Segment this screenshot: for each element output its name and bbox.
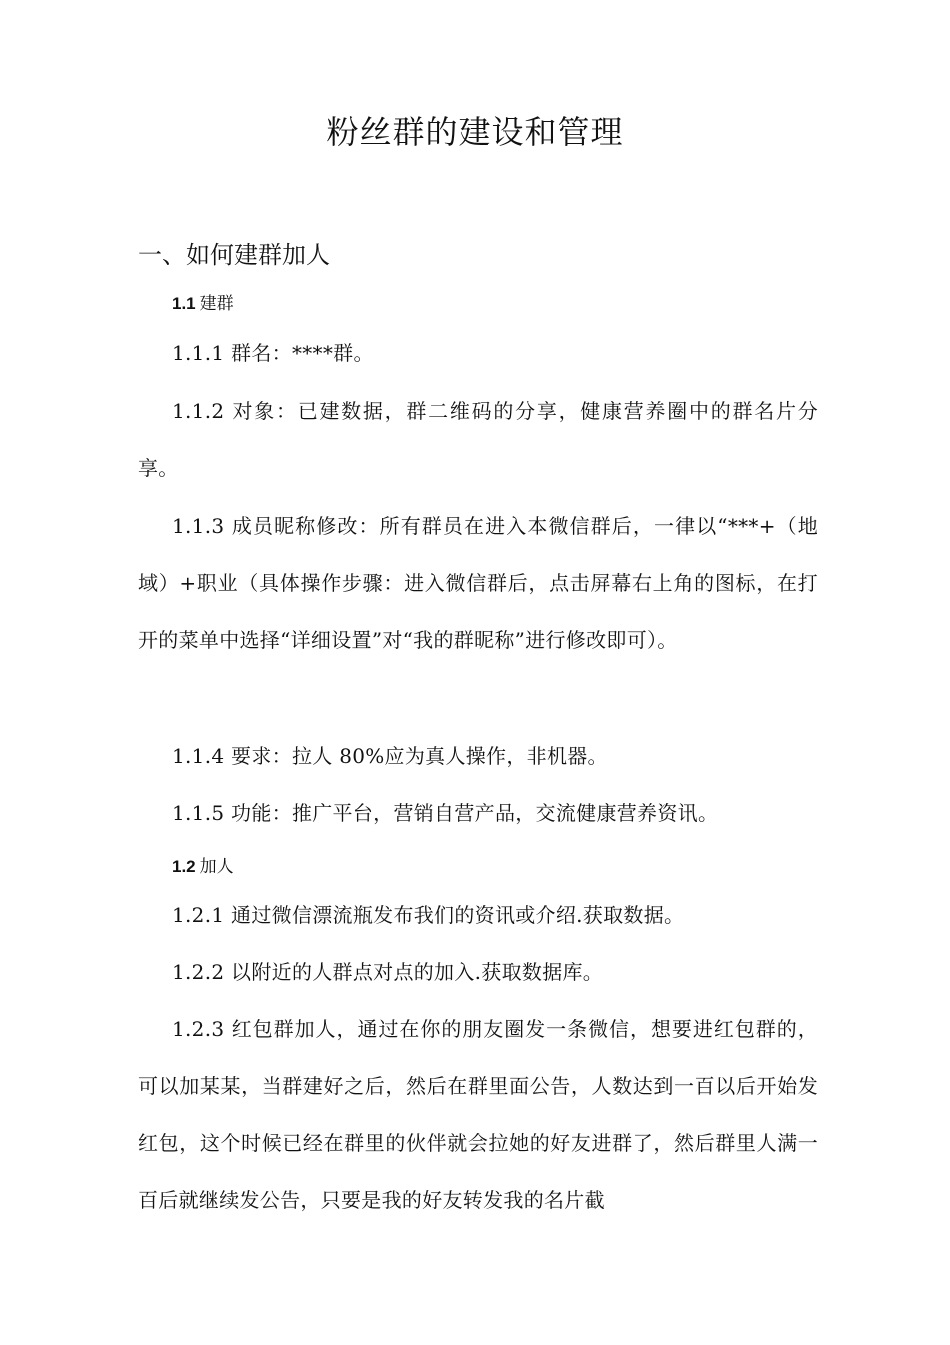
paragraph: 1.1.4 要求：拉人 80%应为真人操作，非机器。 (172, 744, 608, 768)
paragraph: 1.1.1 群名：****群。 (172, 341, 374, 365)
subsection-number: 1.1 (172, 294, 196, 313)
document-title: 粉丝群的建设和管理 (326, 113, 624, 151)
paragraph: 1.2.1 通过微信漂流瓶发布我们的资讯或介绍.获取数据。 (172, 903, 685, 927)
paragraph: 1.1.5 功能：推广平台，营销自营产品，交流健康营养资讯。 (172, 801, 719, 825)
subsection-label: 加人 (199, 857, 234, 877)
subsection-label: 建群 (199, 294, 234, 314)
paragraph: 1.1.3 成员昵称修改：所有群员在进入本微信群后，一律以“***+（地域）+职业（具体操作步骤：进入微信群后，点击屏幕右上角的图标，在打开的菜单中选择“详细设置”对“我的群昵称”进行修改即可）。 (138, 514, 818, 652)
paragraph: 1.1.2 对象：已建数据，群二维码的分享，健康营养圈中的群名片分享。 (138, 399, 818, 480)
subsection-heading (172, 854, 234, 880)
subsection-number: 1.2 (172, 857, 196, 876)
subsection-heading (172, 291, 234, 317)
paragraph: 1.2.3 红包群加人，通过在你的朋友圈发一条微信，想要进红包群的，可以加某某，当群建好之后，然后在群里面公告，人数达到一百以后开始发红包，这个时候已经在群里的伙伴就会拉她的好友进群了，然后群里人满一百后就继续发公告，只要是我的好友转发我的名片截 (138, 1017, 818, 1212)
paragraph: 1.2.2 以附近的人群点对点的加入.获取数据库。 (172, 960, 604, 984)
section-heading: 一、如何建群加人 (138, 241, 330, 269)
